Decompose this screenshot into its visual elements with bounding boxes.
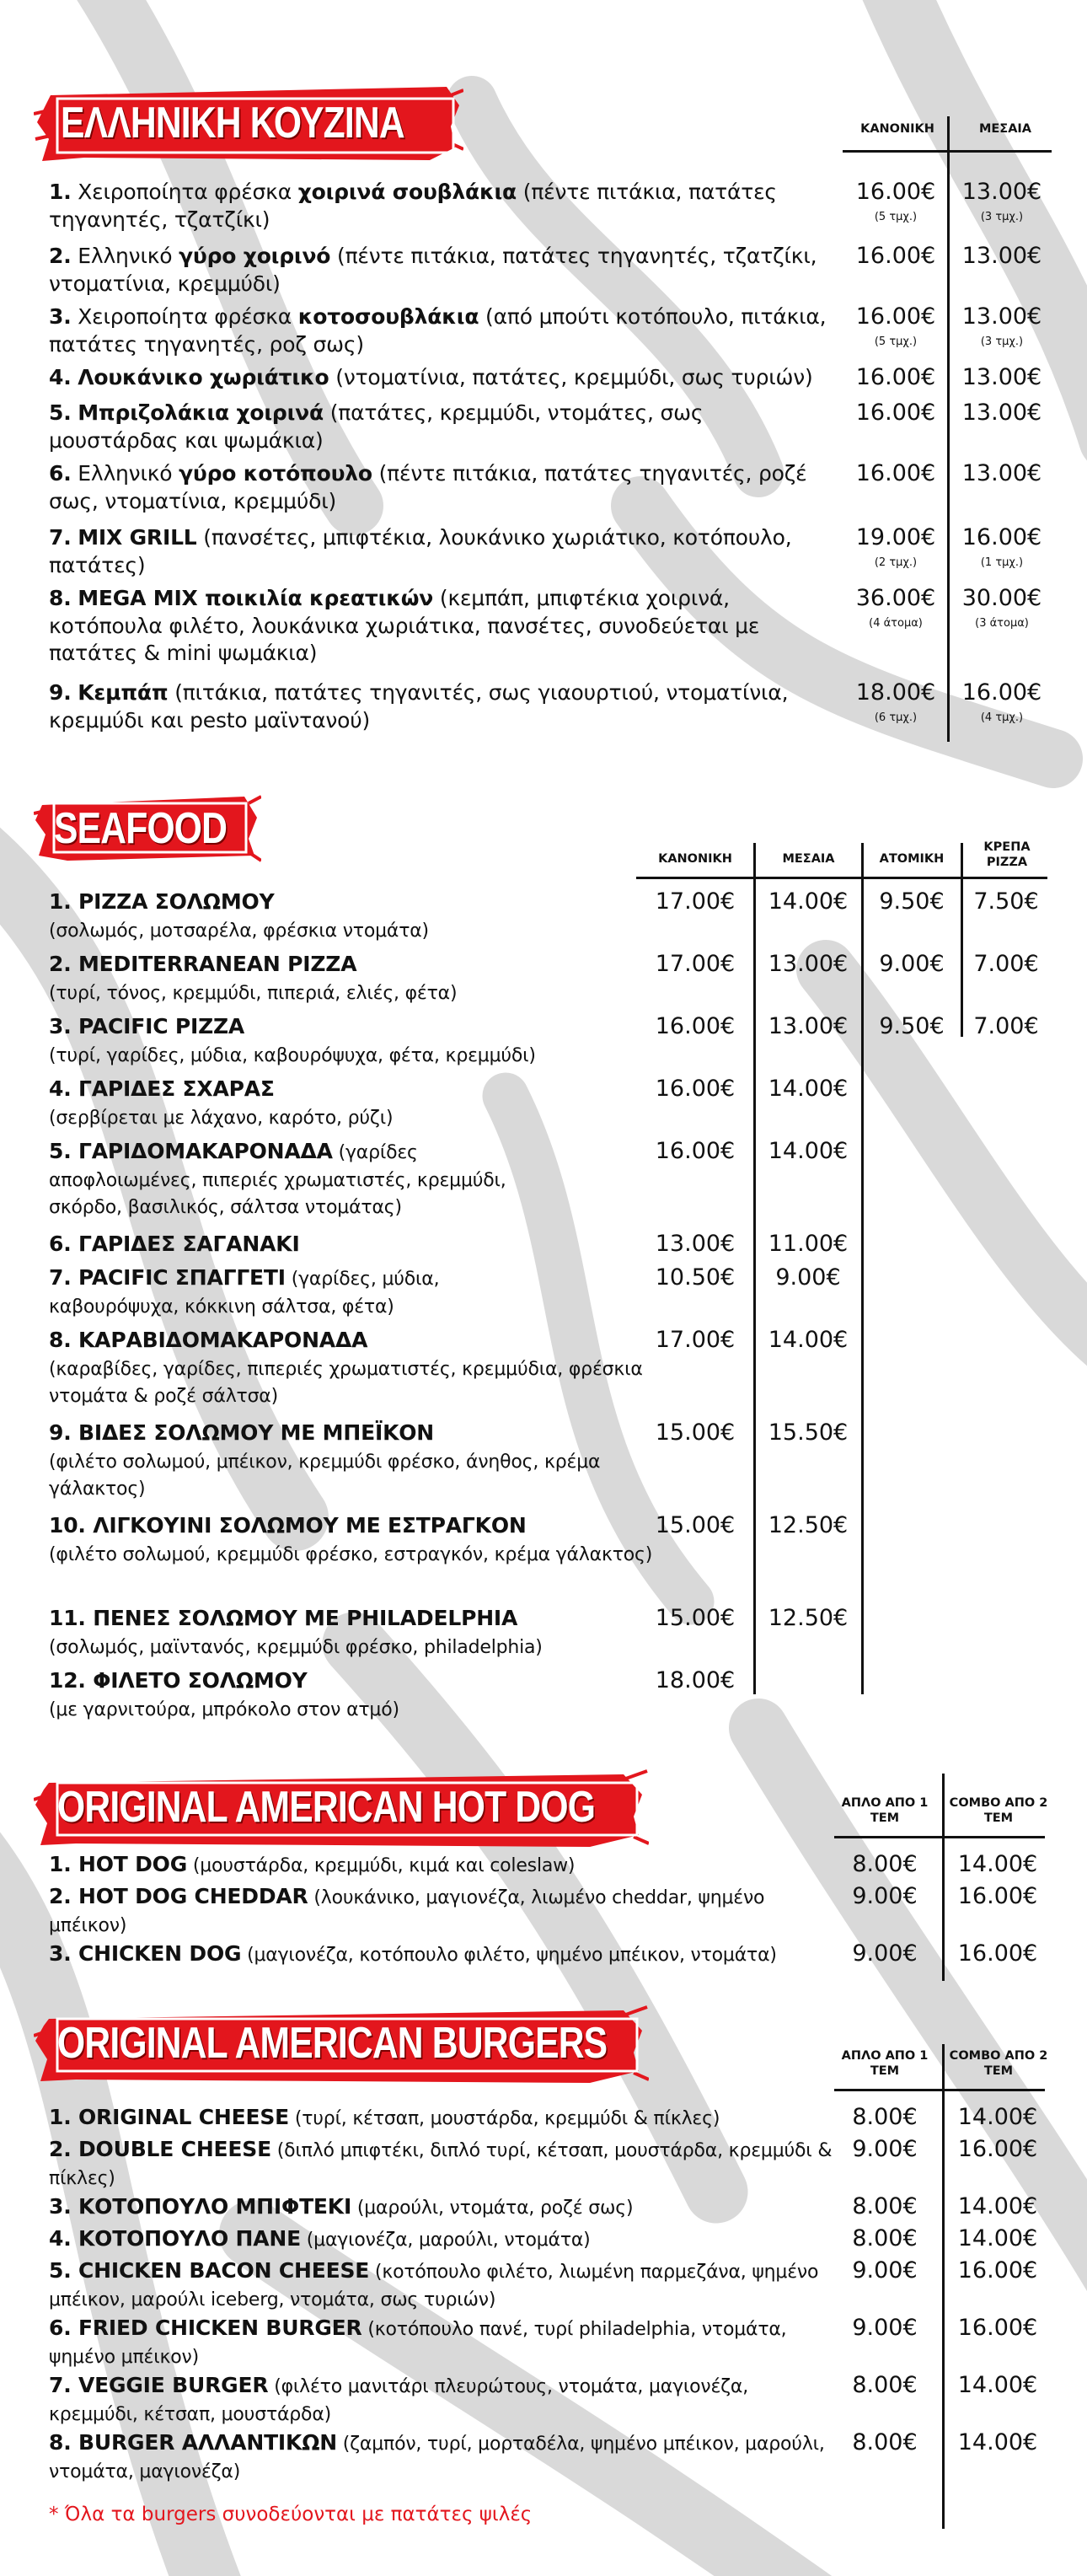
item-name: 2. HOT DOG CHEDDAR	[49, 1884, 308, 1908]
item-name: 4. ΚΟΤΟΠΟΥΛΟ ΠΑΝΕ	[49, 2226, 301, 2251]
item-number: 4.	[49, 365, 72, 389]
item-description: (μαγιονέζα, κοτόπουλο φιλέτο, ψημένο μπέικον, ντομάτα)	[241, 1945, 777, 1966]
item-name: 1. ORIGINAL CHEESE	[49, 2105, 290, 2129]
column-header-regular: ΚΑΝΟΝΙΚΗ	[658, 852, 732, 866]
price-crepe-pizza: 7.00€	[973, 951, 1039, 977]
item-name: 2. MEDITERRANEAN PIZZA	[49, 952, 357, 976]
menu-item	[49, 2372, 833, 2427]
item-number: 5.	[49, 400, 72, 425]
menu-item	[49, 524, 837, 579]
price-combo: 14.00€	[957, 2104, 1038, 2130]
header-rule	[834, 2089, 1045, 2091]
price-combo: 16.00€	[957, 2315, 1038, 2341]
price-regular: 16.00€	[655, 1013, 736, 1039]
price-regular: 18.00€	[855, 679, 936, 706]
item-description: (μαγιονέζα, μαρούλι, ντομάτα)	[300, 2230, 591, 2251]
column-header-medium: ΜΕΣΑΙΑ	[978, 122, 1032, 136]
price-combo: 16.00€	[957, 1940, 1038, 1967]
item-name: Λουκάνικο χωριάτικο	[78, 365, 329, 389]
portion-medium: (3 τμχ.)	[980, 335, 1024, 348]
price-regular: 16.00€	[855, 243, 936, 269]
item-name: γύρο χοιρινό	[179, 244, 331, 268]
item-name: 3. ΚΟΤΟΠΟΥΛΟ ΜΠΙΦΤΕΚΙ	[49, 2194, 352, 2219]
menu-item	[49, 585, 837, 668]
price-crepe-pizza: 7.00€	[973, 1013, 1039, 1039]
item-number: 8.	[49, 586, 72, 610]
price-medium: 16.00€	[961, 524, 1042, 550]
price-regular: 15.00€	[655, 1419, 736, 1446]
item-description: (με γαρνιτούρα, μπρόκολο στον ατμό)	[49, 1699, 399, 1720]
price-medium: 15.50€	[768, 1419, 849, 1446]
item-description: (κοτόπουλο φιλέτο, λιωμένη παρμεζάνα, ψημένο μπέικον, μαρούλι iceberg, ντομάτα, σως τυριών)	[49, 2262, 819, 2310]
item-description: (διπλό μπιφτέκι, διπλό τυρί, κέτσαπ, μουστάρδα, κρεμμύδι & πίκλες)	[49, 2140, 833, 2189]
column-divider	[942, 1774, 945, 1981]
price-regular: 16.00€	[855, 460, 936, 486]
menu-item	[49, 2429, 833, 2484]
item-number: 9.	[49, 680, 72, 705]
item-name: 2. DOUBLE CHEESE	[49, 2137, 271, 2161]
item-description: (φιλέτο μανιτάρι πλευρώτους, ντομάτα, μαγιονέζα, κρεμμύδι, κέτσαπ, μουστάρδα)	[49, 2376, 749, 2425]
item-description: (πέντε πιτάκια, πατάτες τηγανητές, τζατζίκι, ντοματίνια, κρεμμύδι)	[49, 244, 817, 296]
portion-regular: (5 τμχ.)	[874, 211, 918, 223]
menu-item	[49, 2225, 833, 2253]
price-regular: 17.00€	[655, 888, 736, 915]
portion-regular: (4 άτομα)	[869, 617, 923, 630]
item-name: 7. PACIFIC ΣΠΑΓΓΕΤΙ	[49, 1265, 286, 1290]
menu-item	[49, 364, 837, 392]
item-prefix: Ελληνικό	[78, 244, 179, 268]
section-title-seafood: SEAFOOD	[54, 804, 228, 853]
price-combo: 14.00€	[957, 2225, 1038, 2251]
item-prefix: Χειροποίητα φρέσκα	[78, 180, 298, 204]
item-number: 1.	[49, 180, 72, 204]
item-description: (κεμπάπ, μπιφτέκια χοιρινά, κοτόπουλα φιλέτο, λουκάνικα χωριάτικα, πανσέτες, συνοδεύεται με πατάτες & mini ψωμάκια)	[49, 586, 760, 665]
menu-item	[49, 1512, 656, 1567]
price-medium: 11.00€	[768, 1231, 849, 1257]
column-header-combo: COMBO ΑΠΟ 2 ΤΕΜ	[949, 2049, 1048, 2079]
item-description: (ζαμπόν, τυρί, μορταδέλα, ψημένο μπέικον, μαρούλι, ντομάτα, μαγιονέζα)	[49, 2434, 825, 2482]
item-description: (γαρίδες, μύδια, καβουρόψυχα, κόκκινη σάλτσα, φέτα)	[49, 1269, 440, 1318]
item-description: (σολωμός, μαϊντανός, κρεμμύδι φρέσκο, philadelphia)	[49, 1636, 543, 1658]
price-combo: 14.00€	[957, 1851, 1038, 1877]
price-single: 9.50€	[879, 1013, 945, 1039]
item-prefix: Ελληνικό	[78, 461, 179, 486]
header-rule	[834, 1836, 1045, 1838]
item-description: (τυρί, κέτσαπ, μουστάρδα, κρεμμύδι & πίκλες)	[289, 2108, 720, 2129]
column-header-crepe-pizza: ΚΡΕΠΑ PIZZA	[983, 840, 1031, 870]
item-description: (λουκάνικο, μαγιονέζα, λιωμένο cheddar, ψημένο μπέικον)	[49, 1887, 765, 1936]
portion-medium: (1 τμχ.)	[980, 556, 1024, 569]
column-header-single: ΑΤΟΜΙΚΗ	[879, 852, 945, 866]
item-description: (φιλέτο σολωμού, μπέικον, κρεμμύδι φρέσκο, άνηθος, κρέμα γάλακτος)	[49, 1451, 601, 1500]
price-medium: 16.00€	[961, 679, 1042, 706]
price-combo: 14.00€	[957, 2429, 1038, 2455]
menu-item	[49, 679, 837, 734]
price-single: 8.00€	[852, 2225, 918, 2251]
item-name: 11. ΠΕΝΕΣ ΣΟΛΩΜΟΥ ΜΕ PHILADELPHIA	[49, 1606, 518, 1630]
price-single: 8.00€	[852, 2429, 918, 2455]
price-medium: 14.00€	[768, 888, 849, 915]
price-medium: 14.00€	[768, 1327, 849, 1353]
item-name: 6. ΓΑΡΙΔΕΣ ΣΑΓΑΝΑΚΙ	[49, 1232, 300, 1256]
item-name: κοτοσουβλάκια	[297, 304, 479, 329]
price-regular: 16.00€	[855, 303, 936, 330]
price-regular: 13.00€	[655, 1231, 736, 1257]
price-single: 9.50€	[879, 888, 945, 915]
portion-regular: (5 τμχ.)	[874, 335, 918, 348]
item-name: 3. CHICKEN DOG	[49, 1941, 242, 1966]
item-name: γύρο κοτόπουλο	[179, 461, 372, 486]
price-regular: 17.00€	[655, 1327, 736, 1353]
item-name: 12. ΦΙΛΕΤΟ ΣΟΛΩΜΟΥ	[49, 1668, 308, 1693]
menu-item	[49, 2104, 833, 2132]
price-single: 9.00€	[852, 2136, 918, 2162]
price-medium: 13.00€	[961, 364, 1042, 390]
item-description: (πέντε πιτάκια, πατάτες τηγανιτές, ροζέ σως, ντοματίνια, κρεμμύδι)	[49, 461, 807, 513]
item-name: MEGA MIX ποικιλία κρεατικών	[78, 586, 434, 610]
column-divider	[753, 843, 756, 1694]
column-header-single-item: ΑΠΛΟ ΑΠΟ 1 ΤΕΜ	[841, 1796, 929, 1826]
item-description: (ντοματίνια, πατάτες, κρεμμύδι, σως τυριών)	[329, 365, 813, 389]
price-medium: 14.00€	[768, 1138, 849, 1164]
price-crepe-pizza: 7.50€	[973, 888, 1039, 915]
menu-item	[49, 2193, 833, 2221]
portion-medium: (4 τμχ.)	[980, 711, 1024, 724]
item-description: (σολωμός, μοτσαρέλα, φρέσκια ντομάτα)	[49, 920, 429, 942]
price-combo: 16.00€	[957, 2136, 1038, 2162]
price-medium: 12.50€	[768, 1605, 849, 1631]
item-number: 6.	[49, 461, 72, 486]
price-single: 9.00€	[852, 1940, 918, 1967]
item-name: 8. BURGER ΑΛΛΑΝΤΙΚΩΝ	[49, 2430, 337, 2455]
item-description: (μαρούλι, ντομάτα, ροζέ σως)	[351, 2198, 634, 2219]
item-number: 7.	[49, 525, 72, 550]
column-header-single-item: ΑΠΛΟ ΑΠΟ 1 ΤΕΜ	[841, 2049, 929, 2079]
header-rule	[636, 877, 1047, 879]
menu-item	[49, 1327, 656, 1409]
menu-item	[49, 1138, 521, 1221]
price-medium: 13.00€	[768, 951, 849, 977]
price-combo: 14.00€	[957, 2372, 1038, 2398]
price-regular: 17.00€	[655, 951, 736, 977]
price-medium: 13.00€	[961, 179, 1042, 205]
item-name: 3. PACIFIC PIZZA	[49, 1014, 245, 1038]
section-title-burgers: ORIGINAL AMERICAN BURGERS	[57, 2019, 608, 2068]
price-single: 8.00€	[852, 1851, 918, 1877]
price-regular: 18.00€	[655, 1667, 736, 1693]
price-single: 9.00€	[879, 951, 945, 977]
item-name: 5. CHICKEN BACON CHEESE	[49, 2258, 370, 2283]
price-regular: 16.00€	[855, 400, 936, 426]
price-medium: 12.50€	[768, 1512, 849, 1538]
menu-item	[49, 1883, 833, 1938]
price-medium: 14.00€	[768, 1076, 849, 1102]
burgers-footnote: * Όλα τα burgers συνοδεύονται με πατάτες ψιλές	[49, 2504, 533, 2525]
item-description: (πατάτες, κρεμμύδι, ντομάτες, σως μουστάρδας και ψωμάκια)	[49, 400, 704, 453]
price-regular: 10.50€	[655, 1264, 736, 1291]
menu-item	[49, 1940, 833, 1968]
item-description: (γαρίδες αποφλοιωμένες, πιπεριές χρωματιστές, κρεμμύδι, σκόρδο, βασιλικός, σάλτσα ντομάτας)	[49, 1142, 506, 1219]
menu-item	[49, 1264, 521, 1319]
item-description: (καραβίδες, γαρίδες, πιπεριές χρωματιστές, κρεμμύδια, φρέσκια ντομάτα & ροζέ σάλτσα)	[49, 1358, 643, 1408]
item-number: 2.	[49, 244, 72, 268]
menu-item	[49, 1013, 656, 1068]
menu-item	[49, 1851, 833, 1879]
column-divider	[961, 843, 963, 1037]
column-divider	[942, 2044, 945, 2529]
item-description: (μουστάρδα, κρεμμύδι, κιμά και coleslaw)	[187, 1855, 576, 1876]
item-name: 6. FRIED CHICKEN BURGER	[49, 2316, 362, 2340]
column-header-medium: ΜΕΣΑΙΑ	[782, 852, 835, 866]
column-header-regular: ΚΑΝΟΝΙΚΗ	[860, 122, 934, 136]
section-title-hotdog: ORIGINAL AMERICAN HOT DOG	[57, 1783, 596, 1832]
menu-item	[49, 2257, 833, 2312]
price-regular: 16.00€	[655, 1076, 736, 1102]
menu-item	[49, 2136, 833, 2191]
menu-item	[49, 400, 837, 454]
price-single: 9.00€	[852, 2315, 918, 2341]
menu-item	[49, 1419, 656, 1502]
price-single: 9.00€	[852, 2257, 918, 2284]
item-description: (πέντε πιτάκια, πατάτες τηγανητές, τζατζίκι)	[49, 180, 777, 232]
menu-item	[49, 1231, 656, 1258]
item-name: MIX GRILL	[78, 525, 197, 550]
portion-medium: (3 άτομα)	[975, 617, 1029, 630]
price-regular: 16.00€	[855, 179, 936, 205]
menu-item	[49, 243, 837, 298]
price-regular: 15.00€	[655, 1512, 736, 1538]
item-description: (από μπούτι κοτόπουλο, πιτάκια, πατάτες τηγανητές, ροζ σως)	[49, 304, 827, 357]
item-number: 3.	[49, 304, 72, 329]
item-name: 8. ΚΑΡΑΒΙΔΟΜΑΚΑΡΟΝΑΔΑ	[49, 1328, 368, 1352]
price-regular: 16.00€	[655, 1138, 736, 1164]
item-name: 1. PIZZA ΣΟΛΩΜΟΥ	[49, 889, 275, 914]
item-name: Μπριζολάκια χοιρινά	[78, 400, 324, 425]
price-regular: 15.00€	[655, 1605, 736, 1631]
column-header-combo: COMBO ΑΠΟ 2 ΤΕΜ	[949, 1796, 1048, 1826]
item-name: 4. ΓΑΡΙΔΕΣ ΣΧΑΡΑΣ	[49, 1076, 275, 1101]
column-divider	[861, 843, 864, 1694]
item-name: Κεμπάπ	[78, 680, 169, 705]
column-divider	[947, 116, 950, 742]
menu-item	[49, 1667, 656, 1722]
menu-item	[49, 1605, 656, 1660]
menu-item	[49, 179, 837, 233]
price-medium: 13.00€	[961, 243, 1042, 269]
price-regular: 16.00€	[855, 364, 936, 390]
item-description: (πανσέτες, μπιφτέκια, λουκάνικο χωριάτικο, κοτόπουλο, πατάτες)	[49, 525, 792, 577]
price-regular: 36.00€	[855, 585, 936, 611]
item-name: 1. HOT DOG	[49, 1852, 188, 1876]
item-name: 7. VEGGIE BURGER	[49, 2373, 269, 2397]
portion-regular: (2 τμχ.)	[874, 556, 918, 569]
price-single: 9.00€	[852, 1883, 918, 1909]
price-medium: 13.00€	[961, 460, 1042, 486]
price-combo: 16.00€	[957, 1883, 1038, 1909]
menu-item	[49, 1076, 656, 1130]
price-single: 8.00€	[852, 2104, 918, 2130]
price-medium: 30.00€	[961, 585, 1042, 611]
menu-item	[49, 888, 656, 943]
menu-item	[49, 951, 656, 1006]
price-single: 8.00€	[852, 2193, 918, 2219]
menu-item	[49, 460, 837, 515]
price-regular: 19.00€	[855, 524, 936, 550]
price-combo: 16.00€	[957, 2257, 1038, 2284]
item-description: (σερβίρεται με λάχανο, καρότο, ρύζι)	[49, 1107, 394, 1129]
menu-item	[49, 2315, 833, 2369]
item-name: 10. ΛΙΓΚΟΥΙΝΙ ΣΟΛΩΜΟΥ ΜΕ ΕΣΤΡΑΓΚΟΝ	[49, 1513, 527, 1538]
price-medium: 13.00€	[961, 303, 1042, 330]
item-description: (πιτάκια, πατάτες τηγανιτές, σως γιαουρτιού, ντοματίνια, κρεμμύδι και pesto μαϊντανού)	[49, 680, 789, 733]
menu-item	[49, 303, 837, 358]
section-title-greek: ΕΛΛΗΝΙΚΗ ΚΟΥΖΙΝΑ	[61, 99, 404, 148]
price-medium: 9.00€	[775, 1264, 841, 1291]
item-description: (κοτόπουλο πανέ, τυρί philadelphia, ντομάτα, ψημένο μπέικον)	[49, 2319, 787, 2368]
price-single: 8.00€	[852, 2372, 918, 2398]
item-name: χοιρινά σουβλάκια	[297, 180, 517, 204]
item-description: (φιλέτο σολωμού, κρεμμύδι φρέσκο, εστραγκόν, κρέμα γάλακτος)	[49, 1543, 653, 1565]
price-medium: 13.00€	[768, 1013, 849, 1039]
item-name: 5. ΓΑΡΙΔΟΜΑΚΑΡΟΝΑΔΑ	[49, 1139, 333, 1163]
item-name: 9. ΒΙΔΕΣ ΣΟΛΩΜΟΥ ΜΕ ΜΠΕΪΚΟΝ	[49, 1420, 435, 1445]
portion-medium: (3 τμχ.)	[980, 211, 1024, 223]
price-combo: 14.00€	[957, 2193, 1038, 2219]
item-description: (τυρί, γαρίδες, μύδια, καβουρόψυχα, φέτα, κρεμμύδι)	[49, 1044, 536, 1066]
portion-regular: (6 τμχ.)	[874, 711, 918, 724]
item-prefix: Χειροποίητα φρέσκα	[78, 304, 298, 329]
price-medium: 13.00€	[961, 400, 1042, 426]
item-description: (τυρί, τόνος, κρεμμύδι, πιπεριά, ελιές, φέτα)	[49, 982, 458, 1004]
